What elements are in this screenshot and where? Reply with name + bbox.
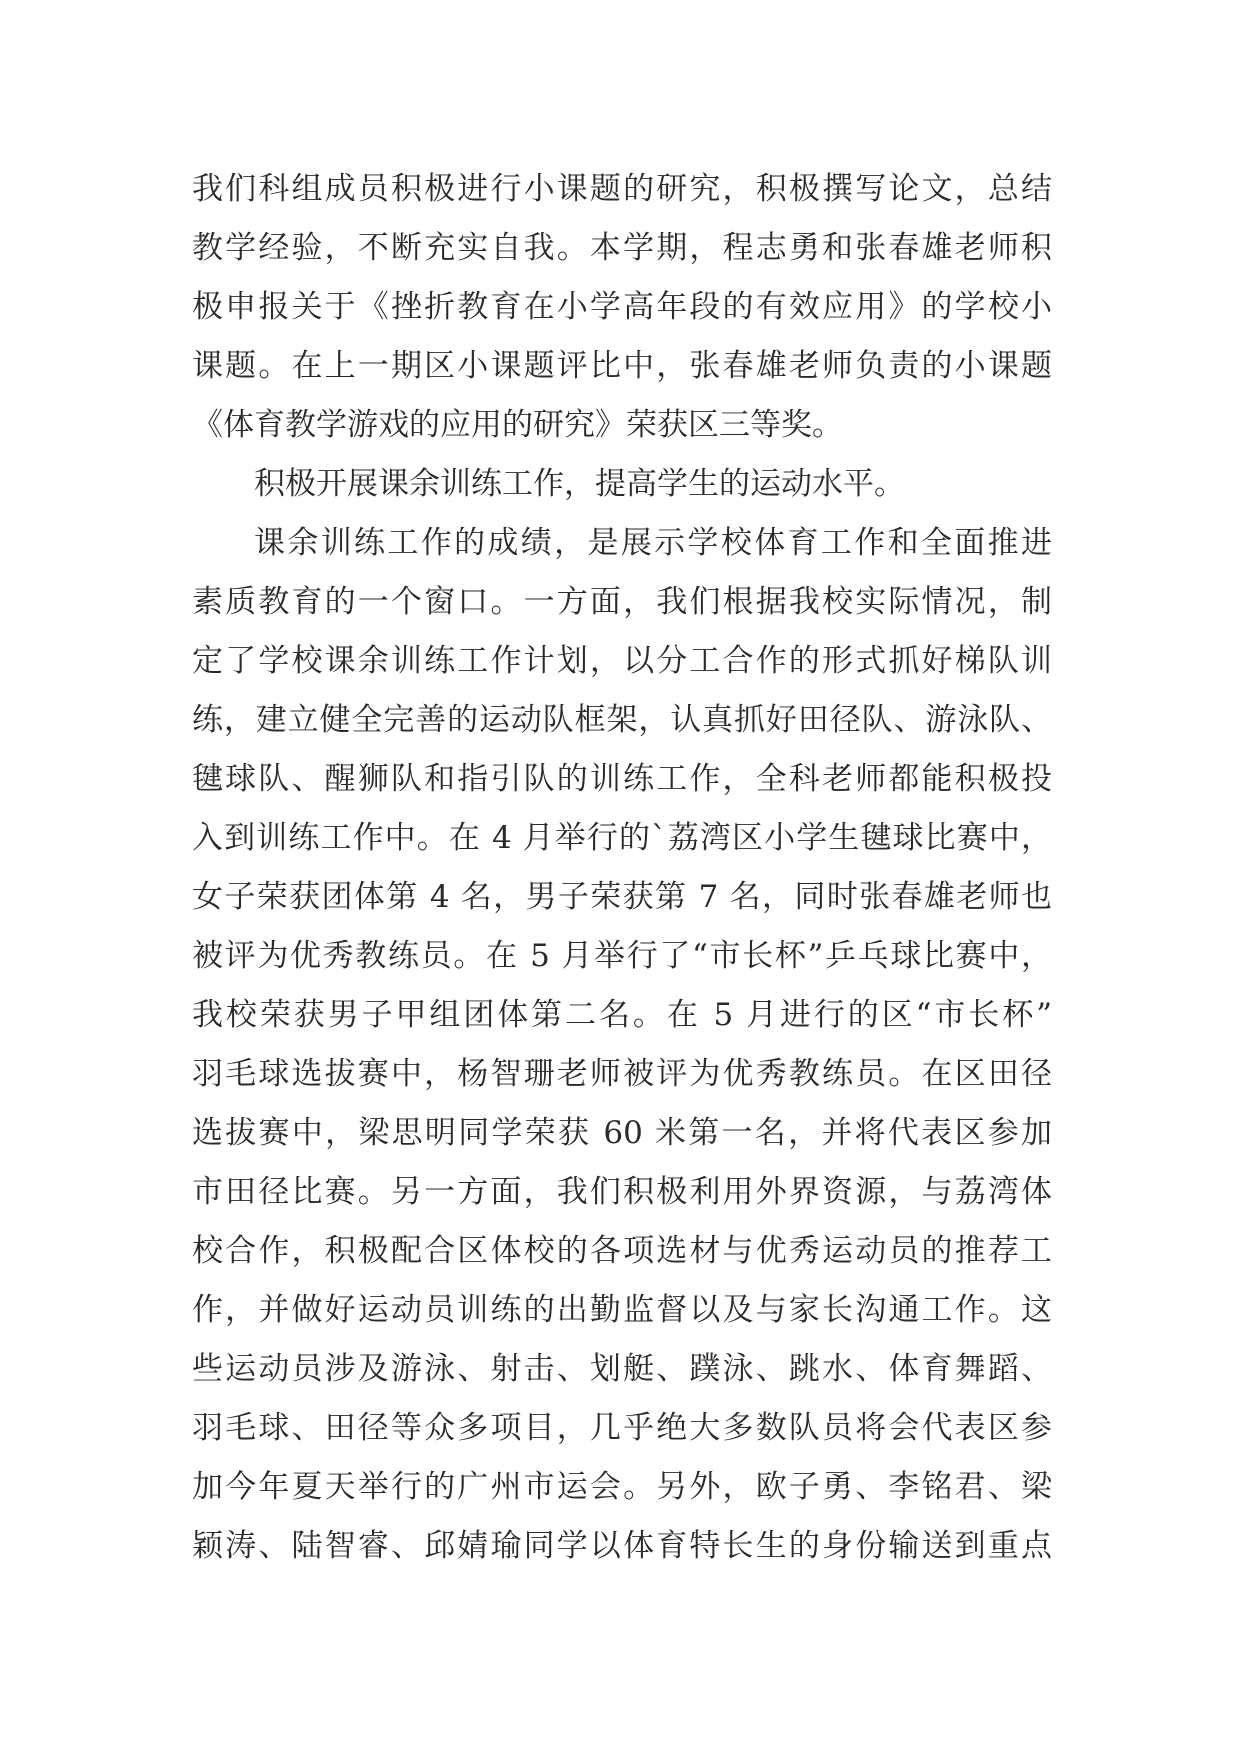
section-heading: 积极开展课余训练工作，提高学生的运动水平。: [254, 466, 905, 502]
text-line: 教学经验，不断充实自我。本学期，程志勇和张春雄老师积: [192, 230, 1052, 266]
text-line: 羽毛球、田径等众多项目，几乎绝大多数队员将会代表区参: [192, 1410, 1052, 1446]
text-line: 颖涛、陆智睿、邱婧瑜同学以体育特长生的身份输送到重点: [192, 1528, 1052, 1564]
text-line: 我们科组成员积极进行小课题的研究，积极撰写论文，总结: [192, 171, 1052, 207]
text-line: 作，并做好运动员训练的出勤监督以及与家长沟通工作。这: [192, 1292, 1052, 1328]
text-line: 女子荣获团体第 4 名，男子荣获第 7 名，同时张春雄老师也: [192, 879, 1052, 915]
text-line: 课题。在上一期区小课题评比中，张春雄老师负责的小课题: [192, 348, 1052, 384]
text-line: 羽毛球选拔赛中，杨智珊老师被评为优秀教练员。在区田径: [192, 1056, 1052, 1092]
text-line: 市田径比赛。另一方面，我们积极利用外界资源，与荔湾体: [192, 1174, 1052, 1210]
text-line: 毽球队、醒狮队和指引队的训练工作，全科老师都能积极投: [192, 761, 1052, 797]
text-line: 课余训练工作的成绩，是展示学校体育工作和全面推进: [254, 525, 1052, 561]
body-text: [192, 160, 1052, 1576]
text-line: 校合作，积极配合区体校的各项选材与优秀运动员的推荐工: [192, 1233, 1052, 1269]
text-line: 被评为优秀教练员。在 5 月举行了“市长杯”乒乓球比赛中，: [192, 938, 1052, 974]
text-line: 入到训练工作中。在 4 月举行的`荔湾区小学生毽球比赛中，: [192, 820, 1052, 856]
text-line: 定了学校课余训练工作计划，以分工合作的形式抓好梯队训: [192, 643, 1052, 679]
text-line: 练，建立健全完善的运动队框架，认真抓好田径队、游泳队、: [192, 702, 1052, 738]
text-line: 极申报关于《挫折教育在小学高年段的有效应用》的学校小: [192, 289, 1052, 325]
text-line: 些运动员涉及游泳、射击、划艇、蹼泳、跳水、体育舞蹈、: [192, 1351, 1052, 1387]
text-line: 我校荣获男子甲组团体第二名。在 5 月进行的区“市长杯”: [192, 997, 1052, 1033]
text-line: 加今年夏天举行的广州市运会。另外，欧子勇、李铭君、梁: [192, 1469, 1052, 1505]
text-line: 《体育教学游戏的应用的研究》荣获区三等奖。: [192, 407, 843, 443]
text-line: 素质教育的一个窗口。一方面，我们根据我校实际情况，制: [192, 584, 1052, 620]
text-line: 选拔赛中，梁思明同学荣获 60 米第一名，并将代表区参加: [192, 1115, 1052, 1151]
